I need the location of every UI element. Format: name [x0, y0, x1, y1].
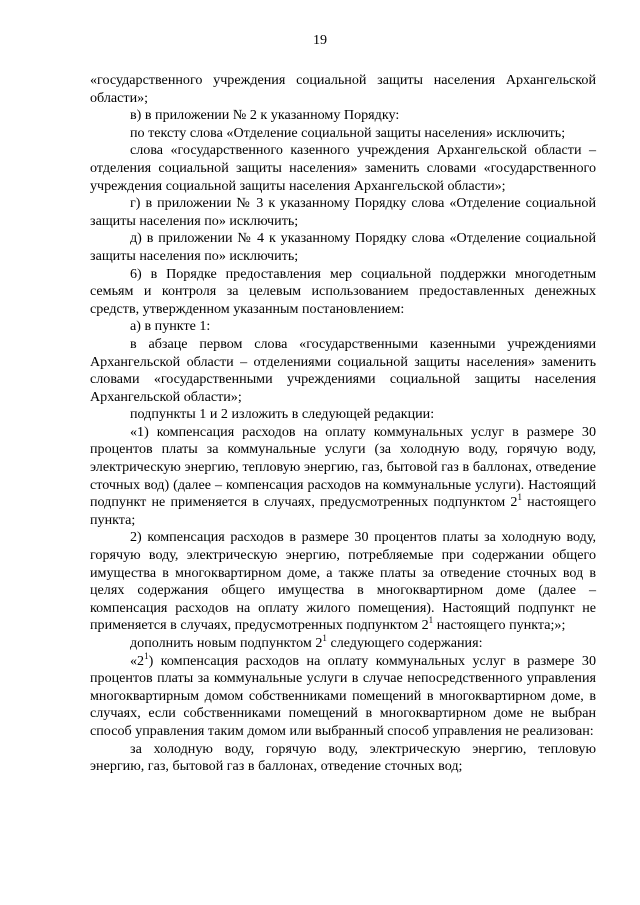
paragraph-text: 2) компенсация расходов в размере 30 процентов платы за холодную воду, горячую воду, электрическую энергию, потребляемые при содержании общего имущества в многоквартирном доме, а также платы за отведение сточных вод в целях содержания общего имущества в многоквартирном доме (далее – компенсация расходов на оплату жилого помещения). Настоящий подпункт не применяется в случаях, предусмотренных подпунктом 2 — [90, 529, 596, 634]
superscript: 1 — [144, 650, 149, 661]
paragraph — [90, 635, 596, 653]
paragraph: подпункты 1 и 2 изложить в следующей редакции: — [130, 406, 435, 423]
paragraph — [90, 650, 596, 741]
paragraph-text: дополнить новым подпунктом 2 — [130, 635, 323, 651]
paragraph-text: «1) компенсация расходов на оплату коммунальных услуг в размере 30 процентов платы за коммунальные услуги (за холодную воду, горячую воду, электрическую энергию, тепловую энергию, газ, бытовой газ в баллонах, отведение сточных вод) (далее – компенсация расходов на коммунальные услуги). Настоящий подпункт не применяется в случаях, предусмотренных подпунктом 2 — [90, 423, 596, 511]
paragraph: в абзаце первом слова «государственными казенными учреждениями Архангельской области – отделениями социальной защиты населения» заменить словами «государственными учреждениями социальной защиты населения Архангельской области»; — [90, 335, 596, 405]
superscript: 1 — [428, 615, 434, 626]
paragraph: «государственного учреждения социальной защиты населения Архангельской области»; — [90, 72, 596, 106]
paragraph: по тексту слова «Отделение социальной защиты населения» исключить; — [130, 124, 566, 141]
paragraph-text: следующего содержания: — [330, 635, 483, 651]
document-body — [90, 72, 596, 776]
paragraph: д) в приложении № 4 к указанному Порядку слова «Отделение социальной защиты населения по» исключить; — [90, 230, 596, 264]
paragraph: 6) в Порядке предоставления мер социальной поддержки многодетным семьям и контроля за целевым использованием предоставленных денежных средств, утвержденном указанным постановлением: — [90, 265, 596, 317]
paragraph-text: «2 — [130, 652, 145, 669]
page-number: 19 — [312, 32, 328, 48]
paragraph: г) в приложении № 3 к указанному Порядку слова «Отделение социальной защиты населения по» исключить; — [90, 195, 596, 229]
paragraph — [90, 424, 596, 530]
paragraph-text: настоящего пункта; — [90, 494, 596, 528]
superscript: 1 — [322, 633, 327, 643]
superscript: 1 — [517, 492, 522, 503]
paragraph: в) в приложении № 2 к указанному Порядку: — [130, 107, 400, 124]
paragraph: а) в пункте 1: — [130, 318, 211, 335]
paragraph-text: настоящего пункта;»; — [436, 617, 566, 634]
paragraph: слова «государственного казенного учреждения Архангельской области – отделения социальной защиты населения» заменить словами «государственного учреждения социальной защиты населения Архангельской области»; — [90, 142, 596, 194]
paragraph-text: ) компенсация расходов на оплату коммунальных услуг в размере 30 процентов платы за коммунальные услуги в случае непосредственного управления многоквартирным домом собственниками помещений в многоквартирном доме, в случаях, если собственниками помещений в многоквартирном доме не выбран способ управления таким домом или выбранный способ управления не реализован: — [90, 652, 596, 739]
paragraph: за холодную воду, горячую воду, электрическую энергию, тепловую энергию, газ, бытовой газ в баллонах, отведение сточных вод; — [90, 740, 596, 775]
paragraph — [90, 529, 596, 635]
